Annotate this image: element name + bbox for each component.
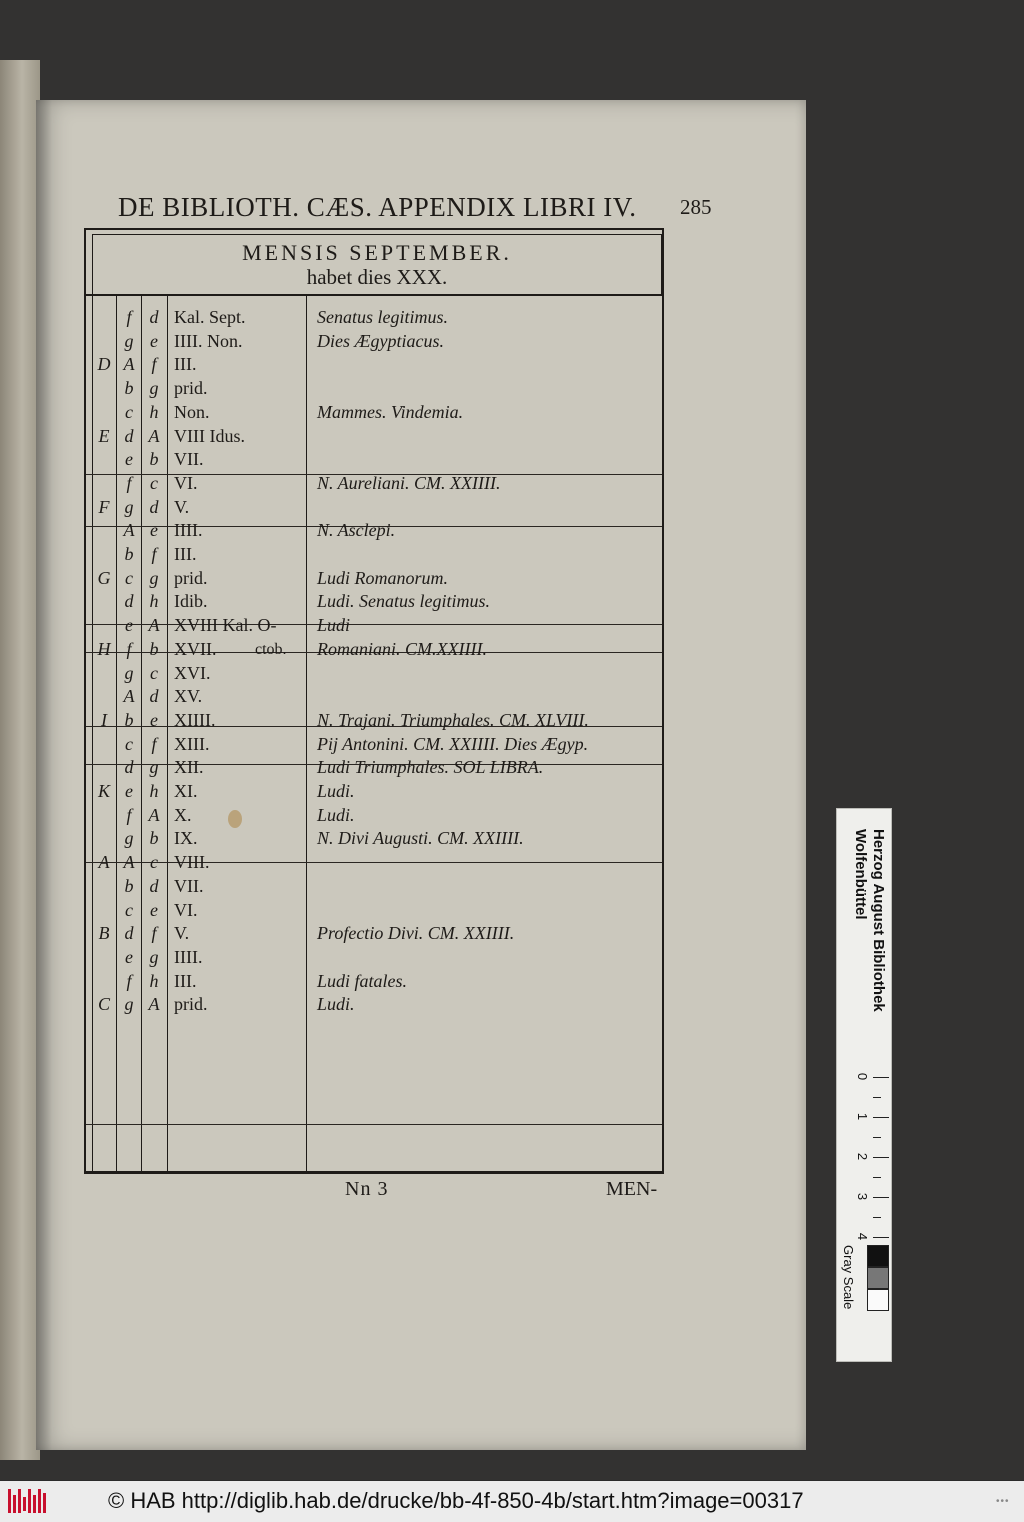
day-letter: b xyxy=(149,828,159,849)
roman-date: XVIII Kal. O- xyxy=(174,615,277,636)
festival-entry: N. Aureliani. CM. XXIIII. xyxy=(317,472,501,493)
dominical-letter: d xyxy=(124,923,134,944)
roman-date: X. xyxy=(174,804,192,825)
roman-date: XVII. xyxy=(174,638,217,659)
color-scale-card xyxy=(836,808,892,1362)
column-rule xyxy=(167,296,168,1172)
page-number: 285 xyxy=(680,195,712,219)
dominical-letter: g xyxy=(124,828,134,849)
column-rule xyxy=(141,296,142,1172)
dominical-letter: g xyxy=(124,662,134,683)
festival-entry: Ludi xyxy=(317,615,351,636)
dominical-letter: f xyxy=(126,970,132,991)
festival-entry: Ludi fatales. xyxy=(317,970,408,991)
dominical-letter: c xyxy=(125,899,133,920)
cycle-letter: H xyxy=(97,638,111,659)
day-letter: g xyxy=(149,378,159,399)
dominical-letter: c xyxy=(125,733,133,754)
roman-date: III. xyxy=(174,354,197,375)
day-letter: h xyxy=(149,591,159,612)
signature-mark: Nn 3 xyxy=(345,1178,389,1200)
roman-date: XIIII. xyxy=(174,709,216,730)
day-letter: e xyxy=(150,520,158,541)
week-rule xyxy=(86,624,662,625)
day-letter: g xyxy=(149,946,159,967)
day-letter: f xyxy=(151,733,157,754)
ruler-tick xyxy=(873,1157,889,1158)
day-letter: A xyxy=(148,615,160,636)
dominical-letter: A xyxy=(123,520,135,541)
festival-entry: Romaniani. CM.XXIIII. xyxy=(317,638,487,659)
festival-entry: Ludi Romanorum. xyxy=(317,567,449,588)
roman-date: XIII. xyxy=(174,733,210,754)
ruler-tick xyxy=(873,1237,889,1238)
ruler-tick xyxy=(873,1117,889,1118)
festival-entry: Ludi. Senatus legitimus. xyxy=(317,591,491,612)
roman-date: prid. xyxy=(174,567,208,588)
cycle-letter: C xyxy=(97,994,110,1015)
festival-entry: Ludi Triumphales. SOL LIBRA. xyxy=(317,757,544,778)
ruler-number: 2 xyxy=(855,1152,871,1161)
dominical-letter: e xyxy=(125,946,133,967)
festival-entry: N. Trajani. Triumphales. CM. XLVIII. xyxy=(317,709,589,730)
running-title: DE BIBLIOTH. CÆS. APPENDIX LIBRI IV. xyxy=(118,192,637,222)
ruler-number: 4 xyxy=(855,1232,871,1241)
festival-entry: Profectio Divi. CM. XXIIII. xyxy=(317,923,515,944)
roman-date: XII. xyxy=(174,757,204,778)
roman-date: Idib. xyxy=(174,591,208,612)
gray-swatch-mid xyxy=(867,1267,889,1289)
day-letter: e xyxy=(150,330,158,351)
roman-date: III. xyxy=(174,544,197,564)
column-rule xyxy=(662,296,663,1172)
roman-date: III. xyxy=(174,970,197,991)
day-letter: A xyxy=(148,994,160,1015)
festival-entry: Ludi. xyxy=(317,781,355,801)
roman-date: Kal. Sept. xyxy=(174,307,246,327)
dominical-letter: e xyxy=(125,781,133,801)
ruler-tick xyxy=(873,1137,881,1138)
ruler-tick xyxy=(873,1177,881,1178)
festival-entry: Dies Ægyptiacus. xyxy=(317,330,444,351)
festival-entry: Senatus legitimus. xyxy=(317,307,448,327)
day-letter: h xyxy=(149,781,159,801)
festival-entry: N. Asclepi. xyxy=(317,520,396,541)
day-letter: f xyxy=(151,923,157,944)
dominical-letter: f xyxy=(126,638,132,659)
week-rule xyxy=(86,1124,662,1125)
dominical-letter: A xyxy=(123,852,135,873)
ruler-number: 0 xyxy=(855,1072,871,1081)
column-rule xyxy=(92,296,93,1172)
dominical-letter: c xyxy=(125,567,133,588)
dominical-letter: f xyxy=(126,307,132,327)
roman-date: VIII Idus. xyxy=(174,425,245,446)
ruler-tick xyxy=(873,1097,881,1098)
dominical-letter: A xyxy=(123,354,135,375)
library-name-line2: Wolfenbüttel xyxy=(852,829,869,920)
dominical-letter: g xyxy=(124,994,134,1015)
dominical-letter: d xyxy=(124,757,134,778)
day-letter: f xyxy=(151,544,157,564)
month-subtitle: habet dies XXX. xyxy=(306,265,448,289)
roman-date: VII. xyxy=(174,875,204,896)
roman-date: IIII. xyxy=(174,520,203,541)
cm-ruler xyxy=(855,1072,889,1242)
cycle-letter: A xyxy=(98,852,110,873)
ruler-number: 1 xyxy=(855,1112,871,1121)
day-letter: f xyxy=(151,354,157,375)
day-letter: b xyxy=(149,638,159,659)
day-letter: h xyxy=(149,970,159,991)
adjacent-page-edge xyxy=(0,60,40,1460)
gray-swatch-white xyxy=(867,1289,889,1311)
day-letter: A xyxy=(148,425,160,446)
day-letter: h xyxy=(149,401,159,422)
dominical-letter: e xyxy=(125,449,133,470)
day-letter: b xyxy=(149,449,159,470)
day-letter: d xyxy=(149,496,159,517)
day-letter: c xyxy=(150,662,158,683)
dominical-letter: d xyxy=(124,591,134,612)
day-letter: c xyxy=(150,852,158,873)
day-letter: c xyxy=(150,472,158,493)
ruler-tick xyxy=(873,1217,881,1218)
dominical-letter: f xyxy=(126,804,132,825)
dominical-letter: b xyxy=(124,709,134,730)
catchword: MEN- xyxy=(606,1178,658,1200)
date-continuation: ctob. xyxy=(255,640,287,658)
day-letter: A xyxy=(148,804,160,825)
roman-date: VI. xyxy=(174,899,198,920)
title-separator xyxy=(84,294,664,296)
day-letter: g xyxy=(149,757,159,778)
ruler-tick xyxy=(873,1077,889,1078)
ruler-tick xyxy=(873,1197,889,1198)
festival-entry: Mammes. Vindemia. xyxy=(317,401,464,422)
dominical-letter: e xyxy=(125,615,133,636)
roman-date: XVI. xyxy=(174,662,211,683)
week-rule xyxy=(86,862,662,863)
dominical-letter: g xyxy=(124,330,134,351)
festival-entry: Pij Antonini. CM. XXIIII. Dies Ægyp. xyxy=(317,733,589,754)
dominical-letter: b xyxy=(124,544,134,564)
roman-date: IX. xyxy=(174,828,198,849)
day-letter: d xyxy=(149,875,159,896)
roman-date: prid. xyxy=(174,378,208,399)
festival-entry: Ludi. xyxy=(317,804,355,825)
copyright-link[interactable]: © HAB http://diglib.hab.de/drucke/bb-4f-850-4b/start.htm?image=00317 xyxy=(108,1488,804,1513)
cycle-letter: K xyxy=(97,781,110,801)
library-name xyxy=(847,829,887,1012)
roman-date: VII. xyxy=(174,449,204,470)
hab-logo-icon xyxy=(8,1487,48,1515)
cycle-letter: F xyxy=(98,496,110,517)
dominical-letter: b xyxy=(124,378,134,399)
dominical-letter: A xyxy=(123,686,135,707)
roman-date: IIII. xyxy=(174,946,203,967)
month-title: MENSIS SEPTEMBER. xyxy=(242,240,512,265)
roman-date: V. xyxy=(174,923,190,944)
day-letter: e xyxy=(150,899,158,920)
column-rule xyxy=(306,296,307,1172)
day-letter: d xyxy=(149,686,159,707)
roman-date: XI. xyxy=(174,781,198,801)
dominical-letter: f xyxy=(126,472,132,493)
roman-date: VIII. xyxy=(174,852,210,873)
roman-date: VI. xyxy=(174,472,198,493)
gray-scale-label: Gray Scale xyxy=(841,1245,856,1310)
roman-date: Non. xyxy=(174,401,210,422)
roman-date: IIII. Non. xyxy=(174,330,243,351)
cycle-letter: E xyxy=(98,425,110,446)
more-options-icon[interactable]: ••• xyxy=(996,1496,1010,1507)
paper-stain xyxy=(228,810,242,828)
ruler-number: 3 xyxy=(855,1192,871,1201)
column-rule xyxy=(116,296,117,1172)
dominical-letter: c xyxy=(125,401,133,422)
dominical-letter: b xyxy=(124,875,134,896)
library-name-line1: Herzog August Bibliothek xyxy=(870,829,887,1012)
day-letter: e xyxy=(150,709,158,730)
cycle-letter: G xyxy=(97,567,111,588)
dominical-letter: g xyxy=(124,496,134,517)
dominical-letter: d xyxy=(124,425,134,446)
day-letter: g xyxy=(149,567,159,588)
gray-swatch-black xyxy=(867,1245,889,1267)
day-letter: d xyxy=(149,307,159,327)
roman-date: prid. xyxy=(174,994,208,1015)
calendar-frame xyxy=(84,228,664,1174)
cycle-letter: I xyxy=(101,709,107,730)
cycle-letter: D xyxy=(97,354,111,375)
gutter-shadow xyxy=(36,100,52,1450)
roman-date: XV. xyxy=(174,686,203,707)
festival-entry: N. Divi Augusti. CM. XXIIII. xyxy=(317,828,524,849)
festival-entry: Ludi. xyxy=(317,994,355,1015)
roman-date: V. xyxy=(174,496,190,517)
cycle-letter: B xyxy=(98,923,110,944)
